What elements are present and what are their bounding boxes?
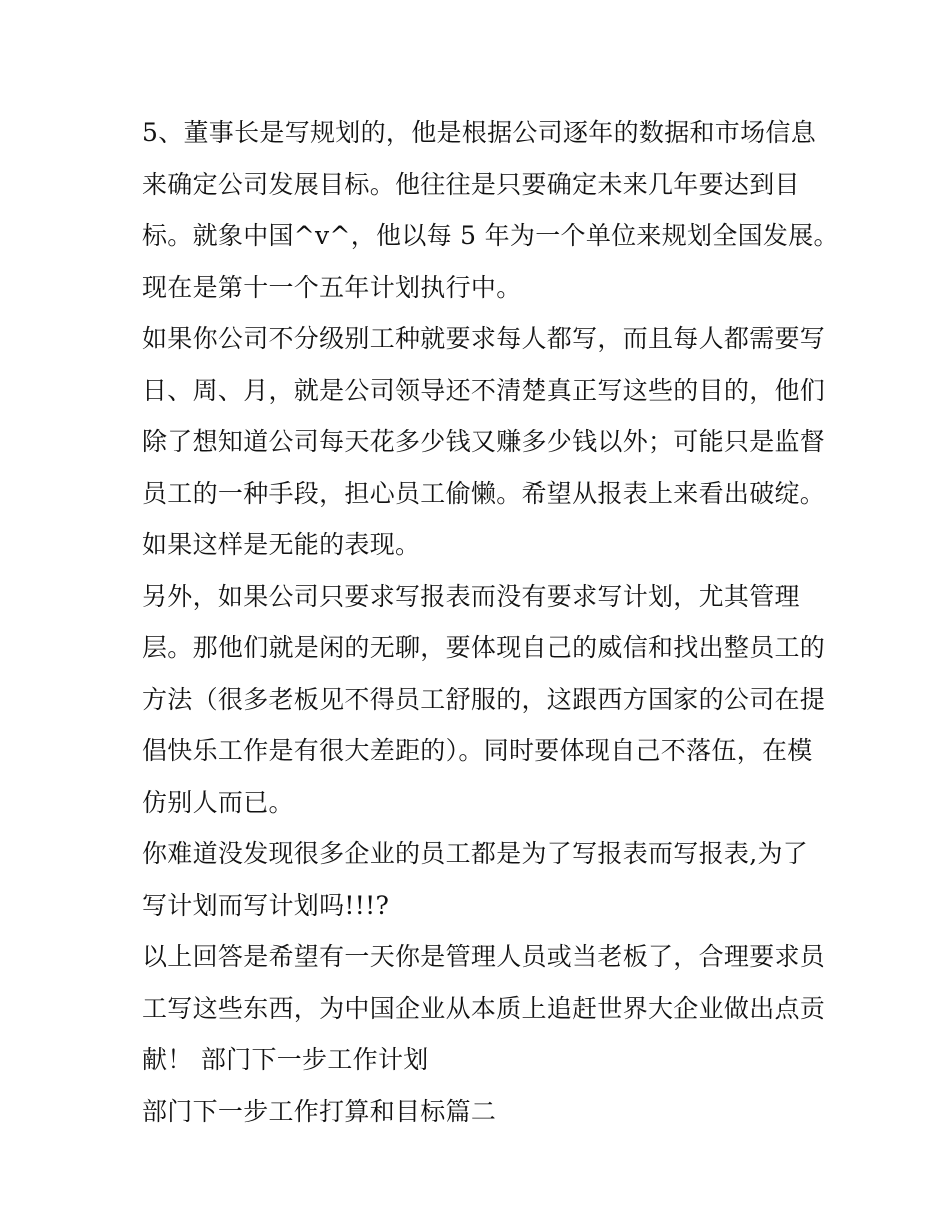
text-line: 另外，如果公司只要求写报表而没有要求写计划，尤其管理 — [142, 581, 800, 611]
text-line: 层。那他们就是闲的无聊，要体现自己的威信和找出整员工的 — [142, 633, 826, 662]
text-line: 倡快乐工作是有很大差距的）。同时要体现自己不落伍，在模 — [142, 736, 813, 765]
text-line: 日、周、月，就是公司领导还不清楚真正写这些的目的，他们 — [142, 375, 826, 405]
text-line: 标。就象中国^v^，他以每 5 年为一个单位来规划全国发展。 — [142, 221, 839, 250]
text-line: 如果你公司不分级别工种就要求每人都写，而且每人都需要写 — [142, 324, 826, 353]
text-line: 以上回答是希望有一天你是管理人员或当老板了，合理要求员 — [142, 942, 826, 971]
text-line: 员工的一种手段，担心员工偷懒。希望从报表上来看出破绽。 — [142, 478, 826, 508]
text-line: 仿别人而已。 — [142, 787, 294, 817]
text-line: 来确定公司发展目标。他往往是只要确定未来几年要达到目 — [142, 169, 800, 199]
text-line: 你难道没发现很多企业的员工都是为了写报表而写报表,为了 — [142, 839, 809, 868]
text-line: 部门下一步工作打算和目标篇二 — [142, 1096, 497, 1126]
text-line: 如果这样是无能的表现。 — [142, 530, 421, 559]
text-line: 工写这些东西，为中国企业从本质上追赶世界大企业做出点贡 — [142, 993, 826, 1023]
text-line: 方法（很多老板见不得员工舒服的，这跟西方国家的公司在提 — [142, 684, 826, 714]
text-line: 献！ 部门下一步工作计划 — [142, 1045, 429, 1074]
text-line: 现在是第十一个五年计划执行中。 — [142, 272, 522, 302]
text-line: 除了想知道公司每天花多少钱又赚多少钱以外；可能只是监督 — [142, 427, 826, 456]
text-line: 5、董事长是写规划的，他是根据公司逐年的数据和市场信息 — [142, 118, 817, 147]
body-text — [142, 107, 839, 1137]
text-line: 写计划而写计划吗!!!? — [142, 890, 390, 920]
